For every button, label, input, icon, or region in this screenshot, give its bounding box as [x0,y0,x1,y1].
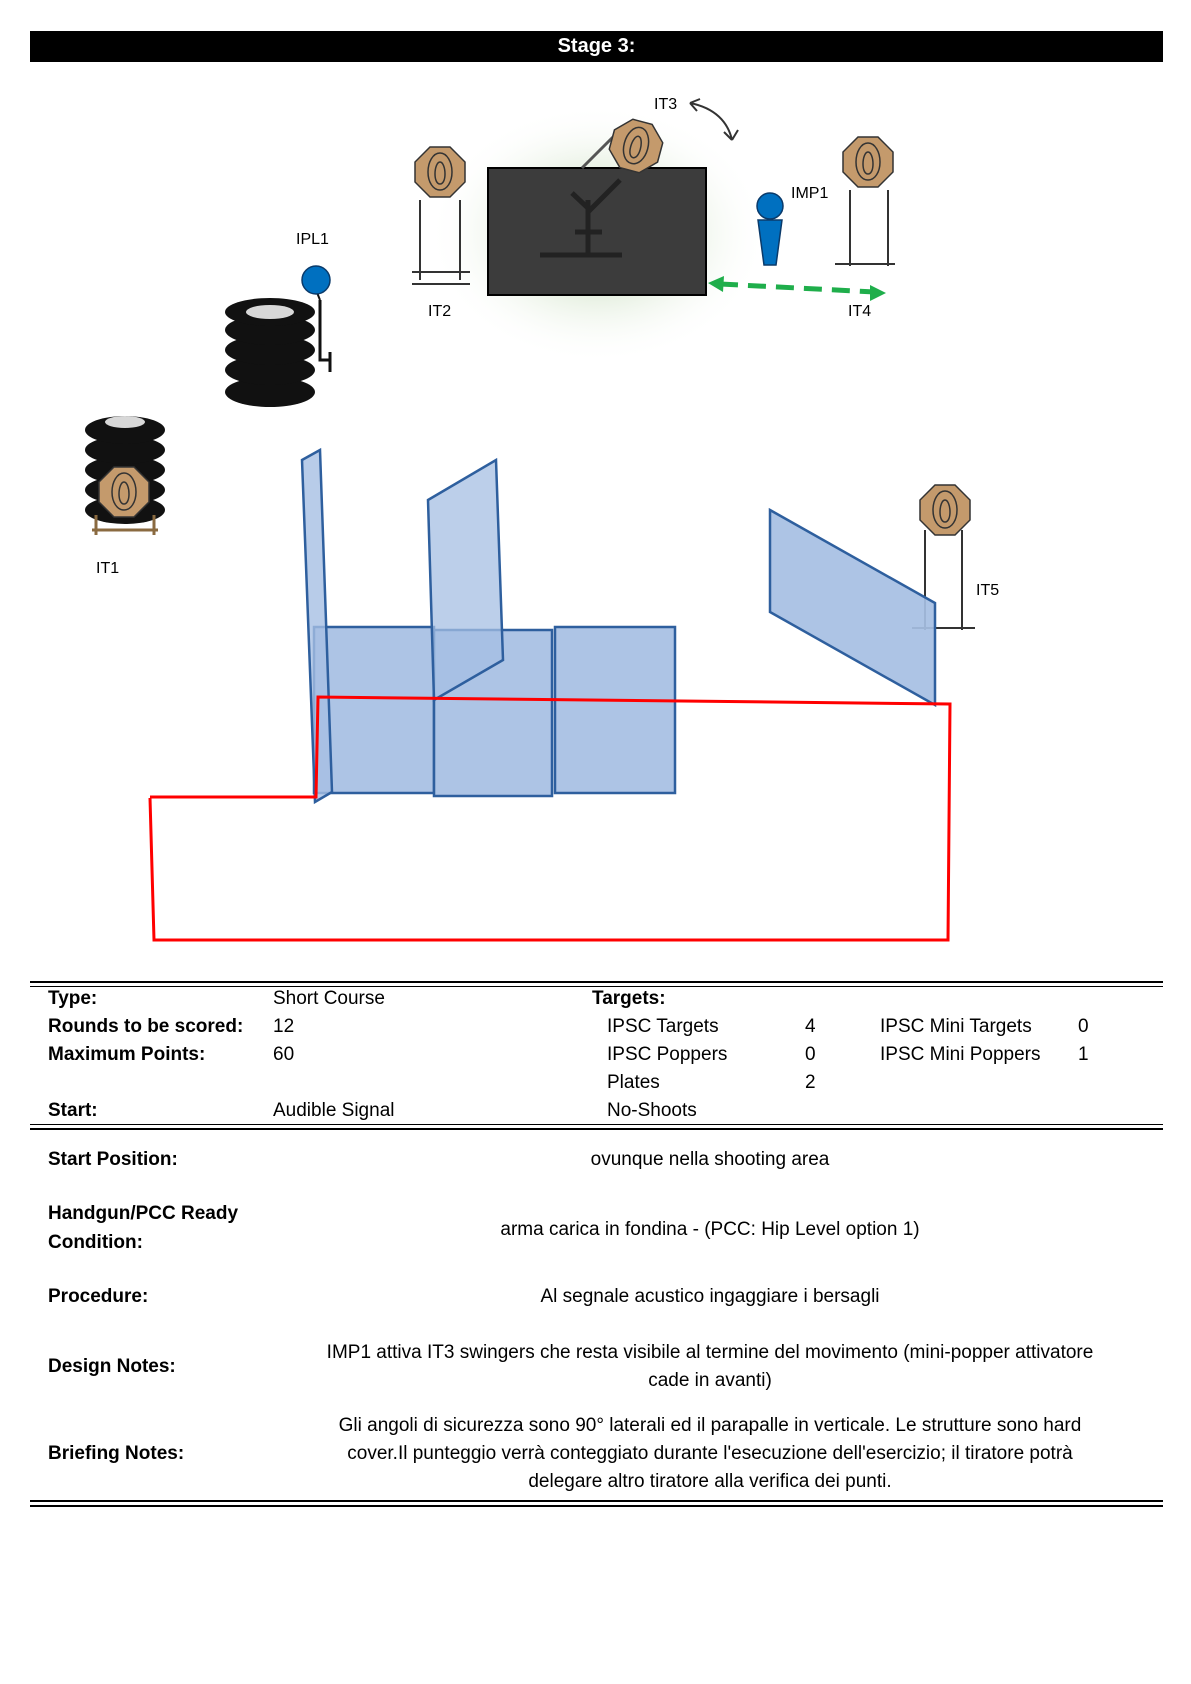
start-label: Start: [48,1100,98,1121]
ready-condition-value: arma carica in fondina - (PCC: Hip Level option 1) [500,1219,920,1240]
rule-mid-2 [30,1128,1163,1130]
central-barricade [488,168,706,295]
rounds-value: 12 [273,1016,295,1037]
start-position-value: ovunque nella shooting area [590,1149,830,1170]
ipl1-tire-stack [225,266,330,407]
type-value: Short Course [273,988,385,1009]
target-count-3: 2 [805,1072,816,1093]
it4-target [835,137,895,266]
target-count-2: 0 [805,1044,816,1065]
label-it1: IT1 [96,560,120,577]
design-notes-line-1: IMP1 attiva IT3 swingers che resta visibile al termine del movimento (mini-popper attivatore [326,1342,1094,1363]
it1-tire-stack [85,416,165,535]
mini-target-name-2: IPSC Mini Poppers [880,1044,1041,1065]
design-notes-line-2: cade in avanti) [648,1370,772,1391]
target-name-3: Plates [607,1072,660,1093]
label-it5: IT5 [976,582,1000,599]
target-name-2: IPSC Poppers [607,1044,728,1065]
target-name-1: IPSC Targets [607,1016,719,1037]
briefing-notes-line-2: cover.Il punteggio verrà conteggiato durante l'esecuzione dell'esercizio; il tiratore potrà [347,1443,1073,1464]
label-ipl1: IPL1 [296,231,329,248]
label-it3: IT3 [654,96,678,113]
wall-front-3 [555,627,675,793]
rule-bottom-2 [30,1505,1163,1507]
stage-title: Stage 3: [30,31,1163,62]
design-notes-label: Design Notes: [48,1356,176,1377]
rule-top-2 [30,986,1163,987]
briefing-notes-line-3: delegare altro tiratore alla verifica dei punti. [528,1471,892,1492]
type-label: Type: [48,988,98,1009]
procedure-value: Al segnale acustico ingaggiare i bersagli [540,1286,880,1307]
target-count-1: 4 [805,1016,816,1037]
rounds-label: Rounds to be scored: [48,1016,244,1037]
start-value: Audible Signal [273,1100,395,1121]
briefing-notes-line-1: Gli angoli di sicurezza sono 90° laterali ed il parapalle in verticale. Le strutture sono hard [338,1415,1082,1436]
targets-label: Targets: [592,988,666,1009]
rule-bottom-1 [30,1500,1163,1502]
points-label: Maximum Points: [48,1044,206,1065]
wall-right-angled [770,510,935,705]
label-it2: IT2 [428,303,452,320]
points-value: 60 [273,1044,295,1065]
mini-target-count-1: 0 [1078,1016,1089,1037]
briefing-notes-label: Briefing Notes: [48,1443,185,1464]
ipl1-plate [302,266,330,294]
label-imp1: IMP1 [791,185,829,202]
mini-target-name-1: IPSC Mini Targets [880,1016,1032,1037]
mini-target-count-2: 1 [1078,1044,1089,1065]
rule-top-1 [30,981,1163,983]
wall-angled-mid [428,460,503,700]
walls [302,450,935,802]
ready-condition-label-2: Condition: [48,1232,143,1253]
label-it4: IT4 [848,303,872,320]
target-name-4: No-Shoots [607,1100,697,1121]
rule-mid-1 [30,1124,1163,1125]
procedure-label: Procedure: [48,1286,149,1307]
start-position-label: Start Position: [48,1149,178,1170]
ready-condition-label-1: Handgun/PCC Ready [48,1203,239,1224]
